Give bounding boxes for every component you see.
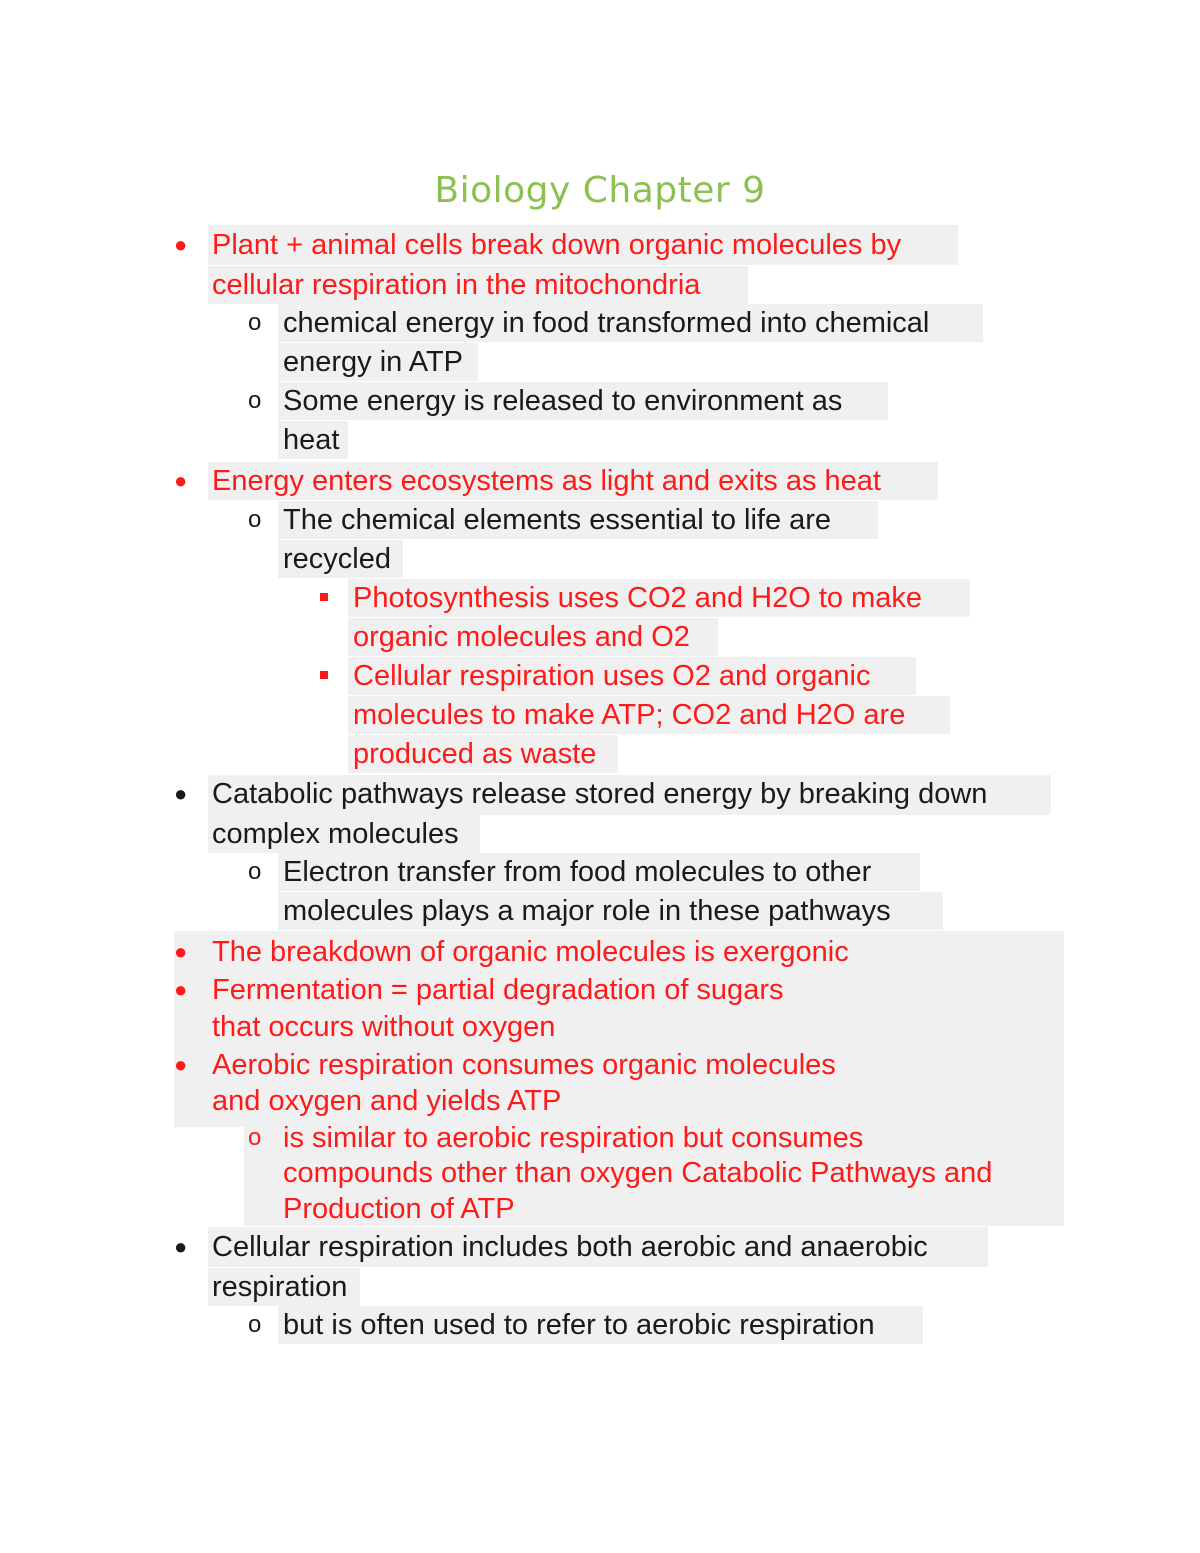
sub-bullet-text: heat [283,424,340,456]
sub-bullet-marker: o [248,858,262,885]
bullet-marker: ● [174,781,188,806]
sub-sub-bullet-text: molecules to make ATP; CO2 and H2O are [353,699,906,731]
sub-bullet-text: chemical energy in food transformed into chemical [283,307,930,339]
bullet-text: Energy enters ecosystems as light and exits as heat [212,465,881,497]
bullet-marker: ● [174,939,188,964]
page-title: Biology Chapter 9 [434,170,766,211]
bullet-marker: ● [174,1234,188,1259]
bullet-text: complex molecules [212,818,459,850]
sub-bullet-marker: o [248,309,262,336]
sub-bullet-text: compounds other than oxygen Catabolic Pathways and [283,1157,993,1189]
bullet-marker: ● [174,468,188,493]
sub-bullet-text: but is often used to refer to aerobic respiration [283,1309,875,1341]
sub-sub-bullet-text: Cellular respiration uses O2 and organic [353,660,871,692]
sub-bullet-marker: o [248,1311,262,1338]
bullet-text: The breakdown of organic molecules is exergonic [212,936,849,968]
bullet-text: Fermentation = partial degradation of sugars [212,974,784,1006]
sub-sub-bullet-text: Photosynthesis uses CO2 and H2O to make [353,582,923,614]
bullet-text: respiration [212,1271,348,1303]
sub-bullet-text: molecules plays a major role in these pathways [283,895,891,927]
sub-bullet-marker: o [248,506,262,533]
bullet-text: Aerobic respiration consumes organic molecules [212,1049,836,1081]
bullet-text: and oxygen and yields ATP [212,1085,562,1117]
square-bullet [320,671,328,679]
sub-bullet-text: The chemical elements essential to life are [283,504,832,536]
sub-bullet-text: Some energy is released to environment as [283,385,843,417]
sub-bullet-text: energy in ATP [283,346,464,378]
bullet-text: Catabolic pathways release stored energy by breaking down [212,778,988,810]
sub-sub-bullet-text: organic molecules and O2 [353,621,690,653]
sub-bullet-text: Production of ATP [283,1193,515,1225]
sub-bullet-text: is similar to aerobic respiration but consumes [283,1122,864,1154]
square-bullet [320,593,328,601]
bullet-marker: ● [174,1052,188,1077]
sub-bullet-marker: o [248,387,262,414]
bullet-marker: ● [174,232,188,257]
sub-bullet-marker: o [248,1124,262,1151]
sub-bullet-text: recycled [283,543,391,575]
bullet-text: Cellular respiration includes both aerobic and anaerobic [212,1231,928,1263]
bullet-marker: ● [174,977,188,1002]
sub-bullet-text: Electron transfer from food molecules to other [283,856,872,888]
sub-sub-bullet-text: produced as waste [353,738,597,770]
bullet-text: Plant + animal cells break down organic molecules by [212,229,902,261]
bullet-text: that occurs without oxygen [212,1011,556,1043]
bullet-text: cellular respiration in the mitochondria [212,269,701,301]
